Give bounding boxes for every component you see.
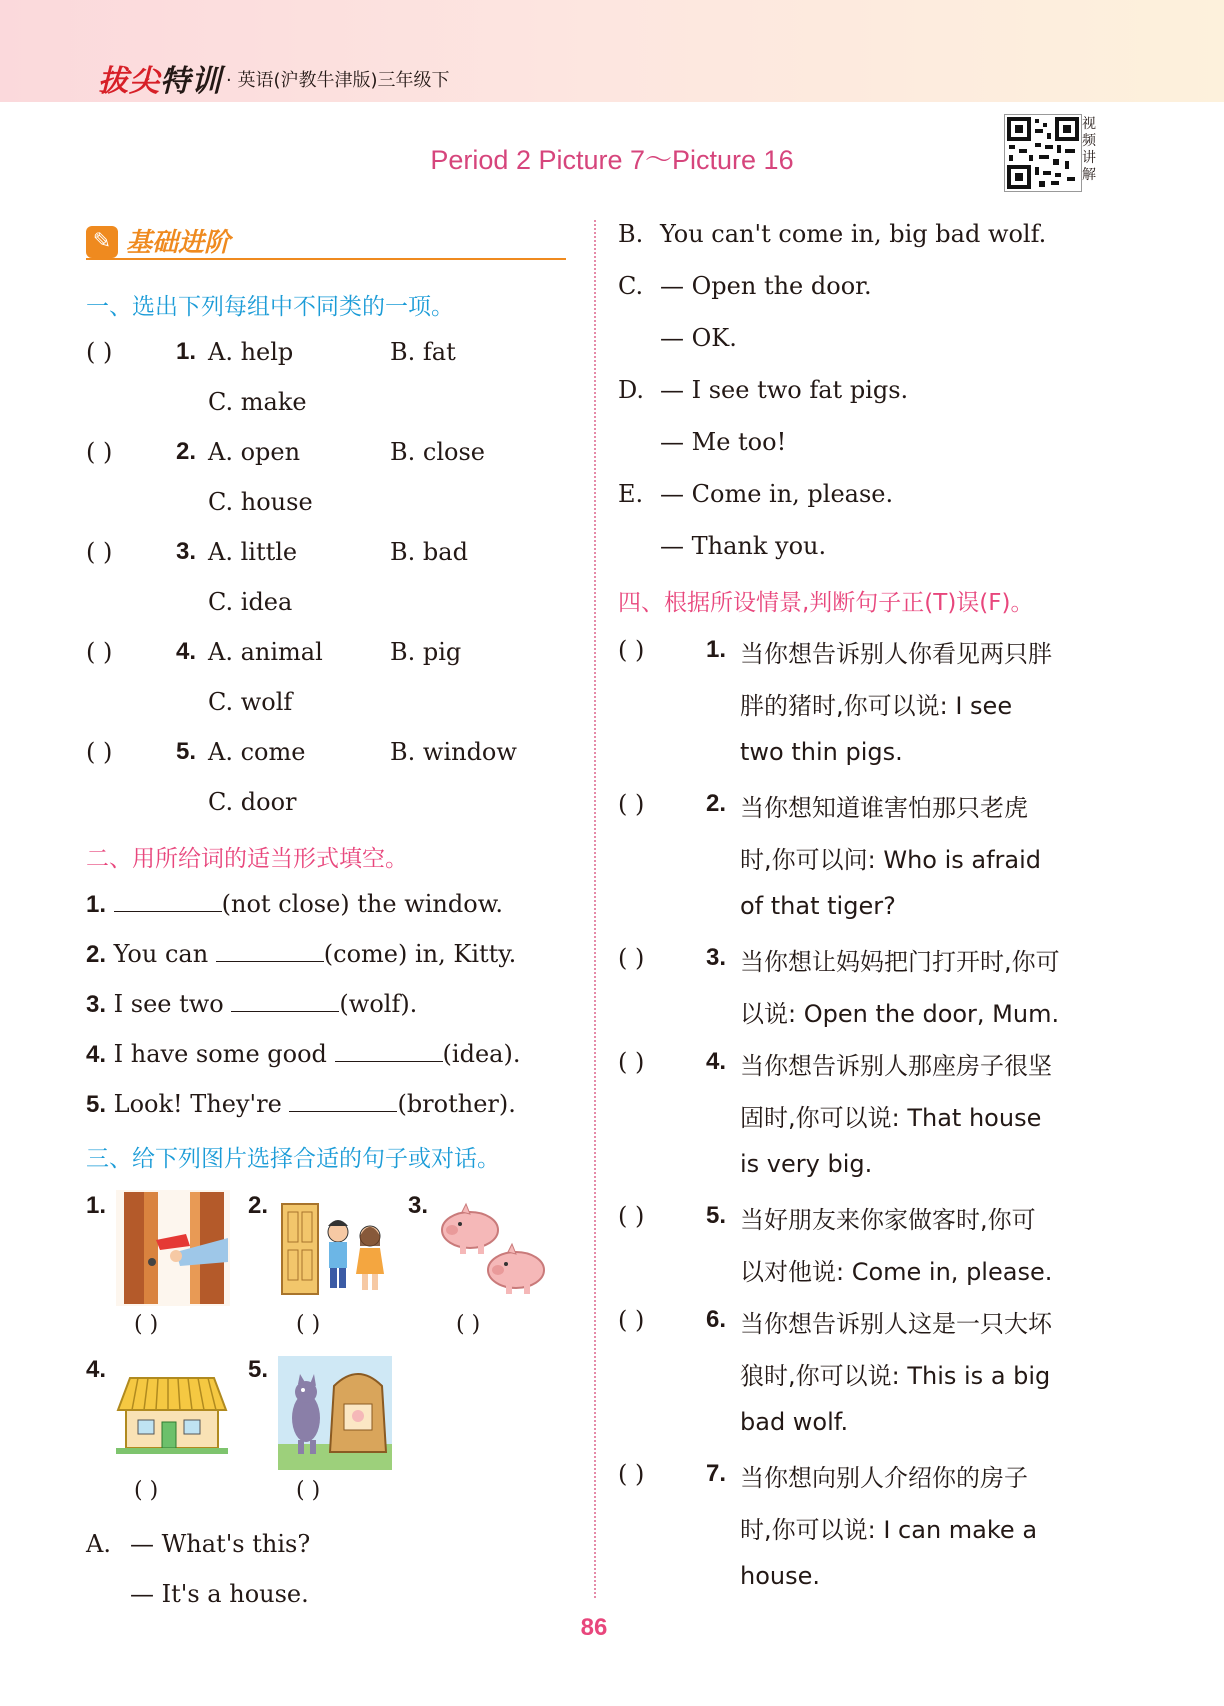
option-letter: E. — [618, 480, 644, 508]
page-title: Period 2 Picture 7～Picture 16 — [430, 145, 794, 175]
section-banner: 基础进阶 — [126, 228, 231, 258]
option-line: — OK. — [660, 324, 737, 352]
item-line: 当你想向别人介绍你的房子 — [740, 1464, 1028, 1492]
option-line: — Come in, please. — [660, 480, 894, 508]
item-line: 时,你可以问: Who is afraid — [740, 846, 1042, 874]
option-c: C. idea — [208, 588, 293, 616]
qr-label: 视频讲解 — [1082, 116, 1096, 183]
option-line: — What's this? — [130, 1530, 311, 1558]
option-line: — I see two fat pigs. — [660, 376, 909, 404]
item-number: 2. — [176, 438, 197, 465]
answer-blank[interactable]: ( ) — [618, 1306, 645, 1334]
item-line: 当你想告诉别人这是一只大坏 — [740, 1310, 1052, 1338]
answer-blank[interactable]: ( ) — [134, 1478, 159, 1503]
option-letter: C. — [618, 272, 644, 300]
pic-number: 5. — [248, 1356, 269, 1383]
answer-blank[interactable]: ( ) — [86, 338, 113, 366]
answer-blank[interactable]: ( ) — [86, 738, 113, 766]
q2-heading: 二、用所给词的适当形式填空。 — [86, 846, 408, 872]
answer-blank[interactable]: ( ) — [618, 1048, 645, 1076]
item-line: is very big. — [740, 1150, 873, 1178]
option-letter: B. — [618, 220, 644, 248]
option-b: B. close — [390, 438, 485, 466]
fill-item: 4. I have some good (idea). — [86, 1040, 521, 1068]
answer-blank[interactable]: ( ) — [86, 638, 113, 666]
option-c: C. door — [208, 788, 297, 816]
fill-item: 3. I see two (wolf). — [86, 990, 418, 1018]
item-line: 当你想告诉别人那座房子很坚 — [740, 1052, 1052, 1080]
item-line: 胖的猪时,你可以说: I see — [740, 692, 1013, 720]
item-number: 5. — [706, 1202, 727, 1229]
item-number: 1. — [176, 338, 197, 365]
item-number: 5. — [176, 738, 197, 765]
fill-blank[interactable] — [289, 1091, 397, 1112]
fill-blank[interactable] — [114, 891, 222, 912]
option-c: C. house — [208, 488, 313, 516]
item-number: 1. — [706, 636, 727, 663]
option-line: — Open the door. — [660, 272, 872, 300]
option-letter: A. — [86, 1530, 111, 1558]
q3-heading: 三、给下列图片选择合适的句子或对话。 — [86, 1146, 500, 1172]
door-open-picture — [116, 1190, 230, 1306]
answer-blank[interactable]: ( ) — [618, 1460, 645, 1488]
option-a: A. little — [208, 538, 298, 566]
item-number: 6. — [706, 1306, 727, 1333]
book-subtitle: · 英语(沪教牛津版)三年级下 — [226, 70, 450, 91]
fill-item: 2. You can (come) in, Kitty. — [86, 940, 517, 968]
fill-item: 5. Look! They're (brother). — [86, 1090, 516, 1118]
column-divider — [594, 220, 596, 1598]
item-line: 当你想告诉别人你看见两只胖 — [740, 640, 1052, 668]
q1-heading: 一、选出下列每组中不同类的一项。 — [86, 294, 454, 320]
item-line: bad wolf. — [740, 1408, 849, 1436]
option-c: C. wolf — [208, 688, 293, 716]
fill-blank[interactable] — [231, 991, 339, 1012]
pic-number: 4. — [86, 1356, 107, 1383]
pic-number: 3. — [408, 1192, 429, 1219]
answer-blank[interactable]: ( ) — [618, 790, 645, 818]
option-b: B. pig — [390, 638, 462, 666]
page-number: 86 — [580, 1614, 608, 1641]
pen-icon: ✎ — [86, 226, 118, 258]
item-number: 7. — [706, 1460, 727, 1487]
item-line: 狼时,你可以说: This is a big — [740, 1362, 1051, 1390]
fill-item: 1. (not close) the window. — [86, 890, 504, 918]
item-line: of that tiger? — [740, 892, 896, 920]
option-a: A. help — [208, 338, 294, 366]
two-pigs-picture — [436, 1196, 552, 1300]
qr-code[interactable] — [1004, 114, 1082, 192]
answer-blank[interactable]: ( ) — [86, 538, 113, 566]
option-b: B. bad — [390, 538, 468, 566]
section-underline — [86, 258, 566, 260]
item-line: 当好朋友来你家做客时,你可 — [740, 1206, 1036, 1234]
answer-blank[interactable]: ( ) — [618, 636, 645, 664]
item-line: 固时,你可以说: That house — [740, 1104, 1042, 1132]
item-number: 3. — [176, 538, 197, 565]
item-number: 4. — [176, 638, 197, 665]
option-b: B. window — [390, 738, 517, 766]
answer-blank[interactable]: ( ) — [86, 438, 113, 466]
pic-number: 2. — [248, 1192, 269, 1219]
item-line: 当你想知道谁害怕那只老虎 — [740, 794, 1028, 822]
item-line: 当你想让妈妈把门打开时,你可 — [740, 948, 1060, 976]
answer-blank[interactable]: ( ) — [134, 1312, 159, 1337]
answer-blank[interactable]: ( ) — [456, 1312, 481, 1337]
option-b: B. fat — [390, 338, 456, 366]
option-a: A. animal — [208, 638, 323, 666]
q4-heading: 四、根据所设情景,判断句子正(T)误(F)。 — [618, 590, 1034, 616]
item-number: 4. — [706, 1048, 727, 1075]
option-line: You can't come in, big bad wolf. — [660, 220, 1047, 248]
item-line: two thin pigs. — [740, 738, 903, 766]
brand-logo: 拔尖特训 — [98, 64, 222, 99]
option-c: C. make — [208, 388, 307, 416]
fill-blank[interactable] — [335, 1041, 443, 1062]
option-letter: D. — [618, 376, 645, 404]
answer-blank[interactable]: ( ) — [618, 944, 645, 972]
item-number: 2. — [706, 790, 727, 817]
item-line: house. — [740, 1562, 821, 1590]
item-number: 3. — [706, 944, 727, 971]
option-line: — Me too! — [660, 428, 787, 456]
answer-blank[interactable]: ( ) — [618, 1202, 645, 1230]
option-a: A. open — [208, 438, 301, 466]
fill-blank[interactable] — [216, 941, 324, 962]
kids-at-door-picture — [276, 1196, 394, 1300]
wolf-house-picture — [278, 1356, 392, 1470]
pic-number: 1. — [86, 1192, 107, 1219]
item-line: 时,你可以说: I can make a — [740, 1516, 1038, 1544]
option-line: — It's a house. — [130, 1580, 309, 1608]
option-a: A. come — [208, 738, 306, 766]
house-picture — [116, 1370, 228, 1456]
answer-blank[interactable]: ( ) — [296, 1312, 321, 1337]
answer-blank[interactable]: ( ) — [296, 1478, 321, 1503]
item-line: 以对他说: Come in, please. — [740, 1258, 1053, 1286]
item-line: 以说: Open the door, Mum. — [740, 1000, 1060, 1028]
option-line: — Thank you. — [660, 532, 827, 560]
